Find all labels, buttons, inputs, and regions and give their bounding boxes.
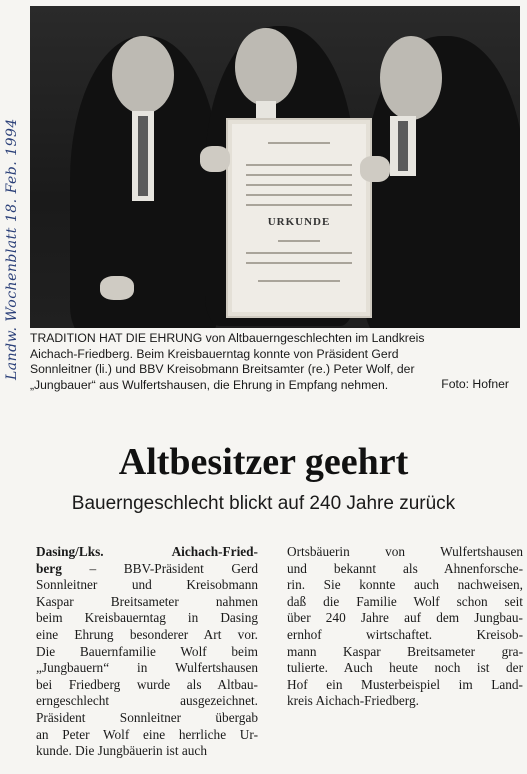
- article-line: über 240 Jahre auf dem Jungbau-: [287, 610, 523, 626]
- article-line: kreis Aichach-Friedberg.: [287, 693, 419, 709]
- caption-line: Aichach-Friedberg. Beim Kreisbauerntag konnte von Präsident Gerd: [30, 346, 399, 361]
- article-text: – BBV-Präsident Gerd: [61, 560, 258, 576]
- tie-right: [398, 121, 408, 171]
- hand-left: [100, 276, 134, 300]
- article-line: daß die Familie Wolf schon seit: [287, 593, 523, 609]
- article-line: erngeschlecht ausgezeichnet.: [36, 693, 258, 709]
- headline: Altbesitzer geehrt: [118, 441, 409, 483]
- hand-holding-certificate: [200, 146, 230, 172]
- tie-left: [138, 116, 148, 196]
- face-left: [112, 36, 174, 114]
- certificate-line: [246, 184, 352, 186]
- news-photo: [30, 6, 520, 328]
- article-line: [36, 544, 258, 561]
- article-line: [36, 561, 258, 578]
- certificate-line: [268, 142, 330, 144]
- article-line: Kaspar Breitsameter nahmen: [36, 593, 258, 609]
- caption-line: Sonnleitner (li.) und BBV Kreisobmann Breitsamter (re.) Peter Wolf, der: [30, 362, 415, 376]
- certificate-title: URKUNDE: [267, 216, 331, 228]
- article-line: bei Friedberg wurde als Altbau-: [36, 676, 258, 692]
- certificate-line: [246, 204, 352, 206]
- article-line: Ortsbäuerin von Wulfertshausen: [287, 544, 523, 559]
- dateline-district-end: berg: [36, 560, 62, 576]
- article-line: Sonnleitner und Kreisobmann: [36, 577, 258, 593]
- article-line: ernhof wirtschaftet. Kreisob-: [287, 626, 523, 642]
- certificate-line: [258, 280, 340, 282]
- caption-line: „Jungbauer“ aus Wulfertshausen, die Ehrung in Empfang nehmen.: [30, 377, 389, 392]
- caption-line: TRADITION HAT DIE EHRUNG von Altbauerngeschlechten im Landkreis: [30, 331, 425, 345]
- certificate-line: [278, 240, 320, 242]
- article-line: beim Kreisbauerntag in Dasing: [36, 610, 258, 626]
- certificate-line: [246, 252, 352, 254]
- certificate-line: [246, 262, 352, 264]
- article-column-right: [287, 544, 523, 710]
- article-line: Hof ein Musterbeispiel im Land-: [287, 676, 523, 692]
- dateline-place: Dasing/Lks.: [36, 544, 104, 559]
- face-middle: [235, 28, 297, 106]
- subheadline: Bauerngeschlecht blickt auf 240 Jahre zurück: [71, 493, 456, 514]
- article-line: an Peter Wolf eine herrliche Ur-: [36, 726, 258, 742]
- article-line: rin. Sie konnte auch nachweisen,: [287, 577, 523, 593]
- face-right: [380, 36, 442, 120]
- article-line: Präsident Sonnleitner übergab: [36, 709, 258, 725]
- article-line: mann Kaspar Breitsameter gra-: [287, 643, 523, 659]
- article-line: tulierte. Auch heute noch ist der: [287, 660, 523, 676]
- certificate-line: [246, 164, 352, 166]
- article-line: Die Bauernfamilie Wolf beim: [36, 643, 258, 659]
- article-line: „Jungbauern“ in Wulfertshausen: [36, 660, 258, 676]
- article-line: eine Ehrung besonderer Art vor.: [36, 626, 258, 642]
- photo-credit: Foto: Hofner: [441, 377, 509, 391]
- article-column-left: [36, 544, 258, 760]
- hand-holding-certificate: [360, 156, 390, 182]
- handwritten-source-note: Landw. Wochenblatt 18. Feb. 1994: [4, 118, 20, 380]
- dateline-district: Aichach-Fried-: [171, 544, 258, 559]
- certificate-line: [246, 194, 352, 196]
- certificate: [226, 118, 372, 318]
- article-line: kunde. Die Jungbäuerin ist auch: [36, 743, 207, 759]
- certificate-line: [246, 174, 352, 176]
- article-line: und bekannt als Ahnenforsche-: [287, 560, 523, 576]
